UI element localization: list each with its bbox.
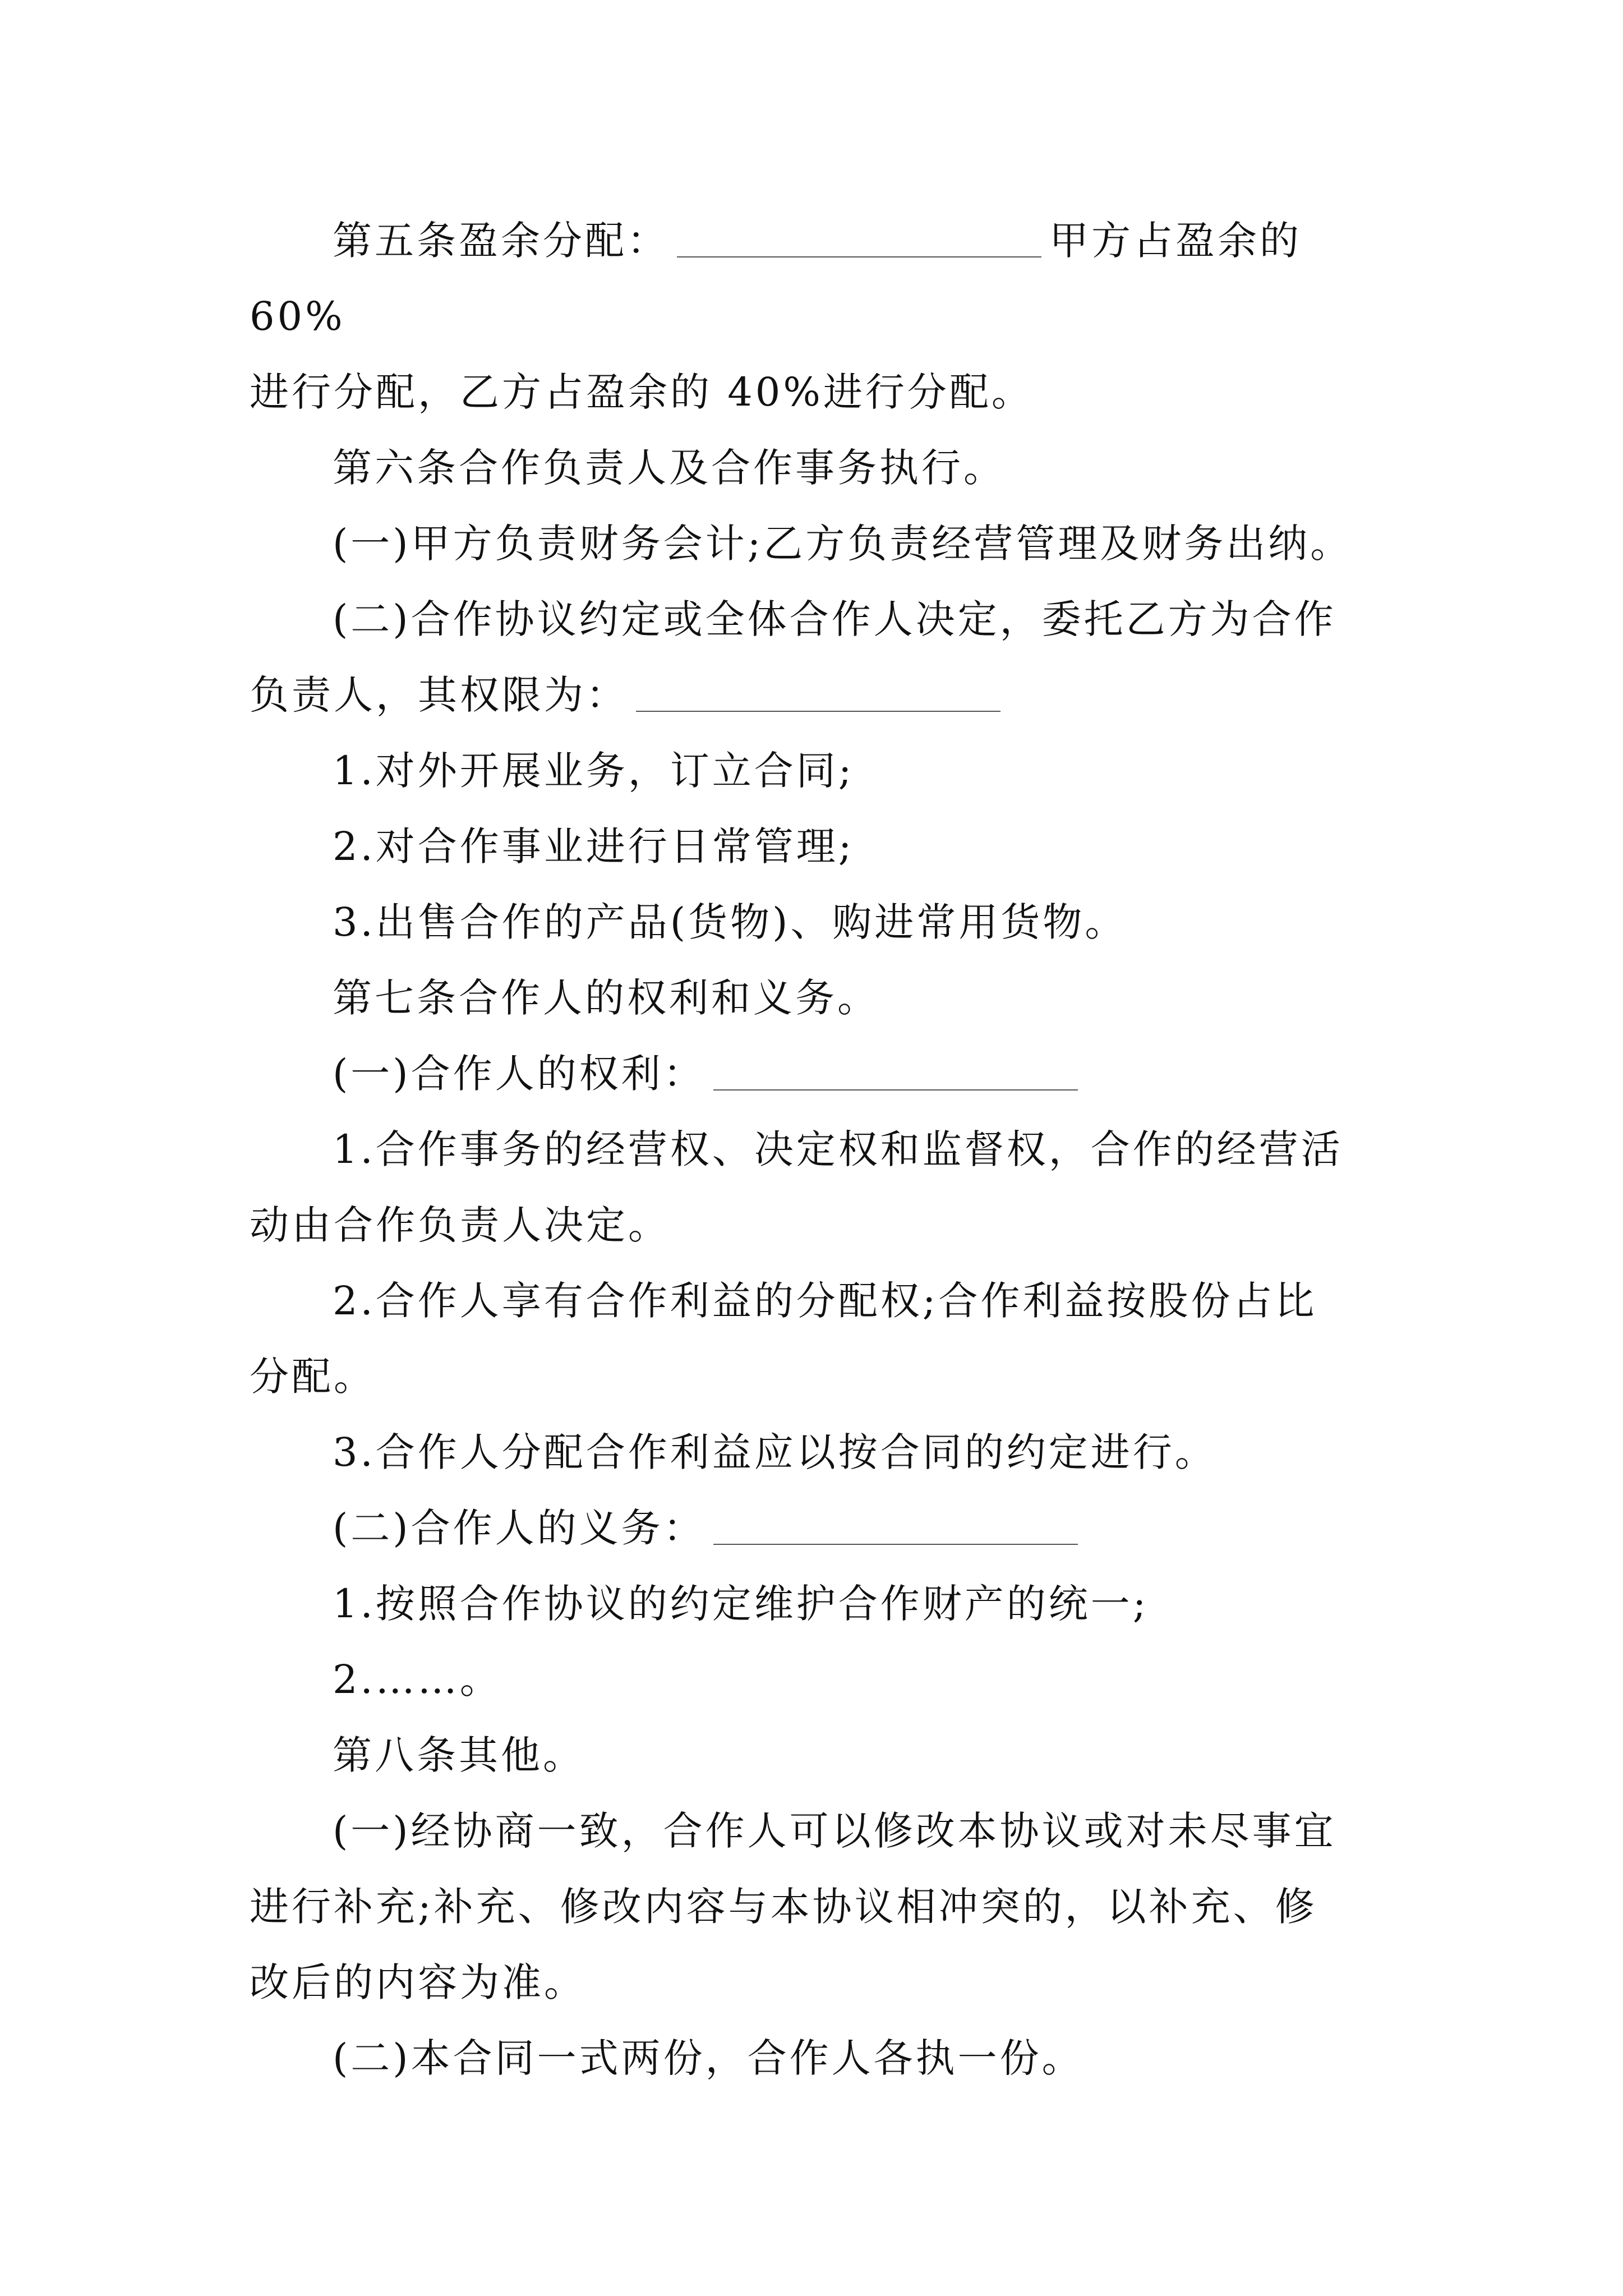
line-text: 第八条其他。	[333, 1732, 585, 1778]
line-text: (一)合作人的权利：	[333, 1051, 706, 1097]
line-text: 负责人，其权限为：	[250, 672, 628, 718]
line-text: 第七条合作人的权利和义务。	[333, 975, 879, 1021]
document-line	[250, 1490, 1377, 1566]
line-text: 3.合作人分配合作利益应以按合同的约定进行。	[333, 1429, 1217, 1475]
line-text: 2.……。	[333, 1657, 502, 1703]
document-line	[250, 1339, 1377, 1415]
line-text: (一)经协商一致，合作人可以修改本协议或对未尽事宜	[333, 1808, 1336, 1854]
line-text: 2.合作人享有合作利益的分配权;合作利益按股份占比	[333, 1278, 1317, 1324]
document-line	[250, 1112, 1377, 1188]
line-text: 1.按照合作协议的约定维护合作财产的统一;	[333, 1581, 1149, 1627]
document-line	[250, 506, 1377, 582]
line-text: (二)合作协议约定或全体合作人决定，委托乙方为合作	[333, 596, 1336, 642]
fill-in-blank	[713, 1510, 1078, 1545]
document-line	[250, 960, 1377, 1036]
document-line	[250, 1642, 1377, 1718]
line-text: (一)甲方负责财务会计;乙方负责经营管理及财务出纳。	[333, 521, 1353, 567]
line-text: 动由合作负责人决定。	[250, 1202, 670, 1248]
document-line	[250, 1566, 1377, 1642]
line-text: 进行分配，乙方占盈余的 40%进行分配。	[250, 369, 1034, 415]
document-line	[250, 733, 1377, 809]
document-line	[250, 1793, 1377, 1869]
document-line	[250, 203, 1377, 355]
document-line	[250, 1188, 1377, 1263]
line-text: 改后的内容为准。	[250, 1959, 586, 2005]
line-text: 3.出售合作的产品(货物)、购进常用货物。	[333, 899, 1127, 945]
document-line	[250, 1036, 1377, 1112]
line-text: 分配。	[250, 1354, 376, 1400]
line-text: 第六条合作负责人及合作事务执行。	[333, 445, 1006, 491]
document-line	[250, 1415, 1377, 1490]
fill-in-blank	[636, 677, 1000, 712]
line-text: 1.对外开展业务，订立合同;	[333, 748, 855, 794]
line-text: 第五条盈余分配：	[333, 218, 669, 264]
line-text-after-blank: 甲方占盈余的 60%	[250, 218, 1302, 339]
document-line	[250, 582, 1377, 657]
document-line	[250, 657, 1377, 733]
fill-in-blank	[677, 223, 1041, 257]
document-line	[250, 809, 1377, 885]
line-text: 2.对合作事业进行日常管理;	[333, 823, 855, 869]
line-text: 进行补充;补充、修改内容与本协议相冲突的，以补充、修	[250, 1884, 1317, 1930]
line-text: (二)本合同一式两份，合作人各执一份。	[333, 2035, 1084, 2081]
fill-in-blank	[713, 1056, 1078, 1091]
line-text: (二)合作人的义务：	[333, 1505, 706, 1551]
document-line	[250, 2021, 1377, 2096]
line-text: 1.合作事务的经营权、决定权和监督权，合作的经营活	[333, 1126, 1343, 1172]
document-line	[250, 1263, 1377, 1339]
document-line	[250, 885, 1377, 960]
document-line	[250, 1945, 1377, 2021]
document-line	[250, 430, 1377, 506]
document-line	[250, 355, 1377, 430]
document-body	[250, 203, 1377, 2096]
document-line	[250, 1869, 1377, 1945]
document-line	[250, 1718, 1377, 1793]
